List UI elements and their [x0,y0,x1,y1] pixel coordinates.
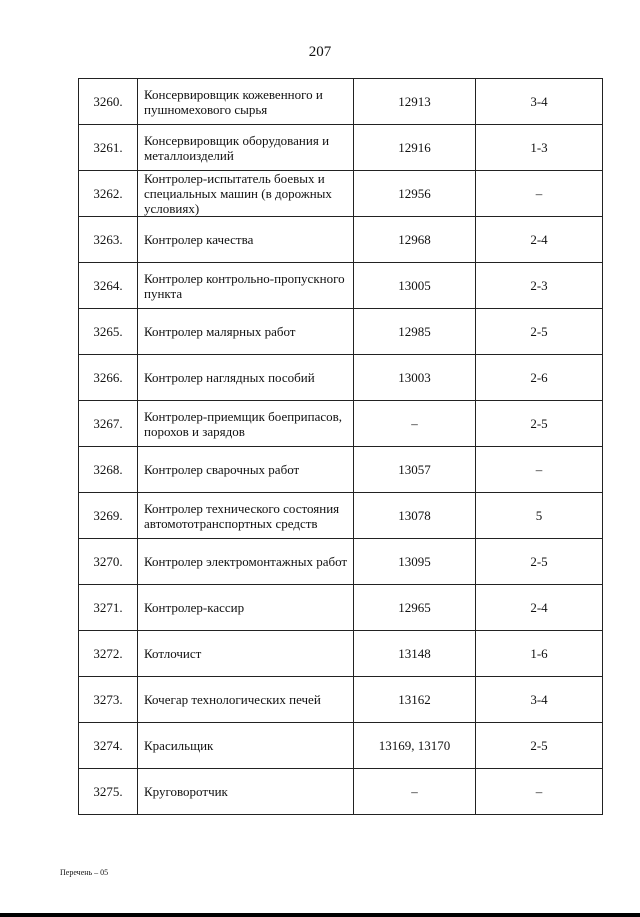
table-row [79,217,603,263]
profession-name: Контролер-кассир [138,585,354,631]
row-number: 3269. [79,493,138,539]
profession-code: 13169, 13170 [354,723,476,769]
table-row [79,539,603,585]
profession-name: Контролер малярных работ [138,309,354,355]
profession-name: Контролер электромонтажных работ [138,539,354,585]
row-number: 3272. [79,631,138,677]
table-row [79,723,603,769]
qualification-range: – [476,171,603,217]
table-row [79,171,603,217]
row-number: 3261. [79,125,138,171]
profession-code: 13078 [354,493,476,539]
row-number: 3264. [79,263,138,309]
profession-table [78,78,603,815]
profession-code: 12956 [354,171,476,217]
profession-name: Котлочист [138,631,354,677]
qualification-range: 2-5 [476,539,603,585]
profession-code: 13162 [354,677,476,723]
table-row [79,263,603,309]
profession-code: 12985 [354,309,476,355]
profession-code: 13003 [354,355,476,401]
profession-code: 13057 [354,447,476,493]
row-number: 3262. [79,171,138,217]
profession-code: 12968 [354,217,476,263]
row-number: 3263. [79,217,138,263]
table-row [79,309,603,355]
qualification-range: 2-4 [476,217,603,263]
page-number: 207 [308,44,332,60]
profession-code: – [354,401,476,447]
table-row [79,677,603,723]
row-number: 3273. [79,677,138,723]
profession-name: Контролер-испытатель боевых и специальных машин (в дорожных условиях) [138,171,354,217]
table-row [79,769,603,815]
qualification-range: – [476,769,603,815]
qualification-range: 3-4 [476,677,603,723]
profession-code: 13095 [354,539,476,585]
profession-code: 12913 [354,79,476,125]
profession-name: Красильщик [138,723,354,769]
table-row [79,585,603,631]
row-number: 3270. [79,539,138,585]
row-number: 3274. [79,723,138,769]
qualification-range: 5 [476,493,603,539]
profession-name: Консервировщик кожевенного и пушномехового сырья [138,79,354,125]
table-row [79,79,603,125]
profession-code: – [354,769,476,815]
row-number: 3268. [79,447,138,493]
table-row [79,493,603,539]
table-body [79,79,603,815]
table-row [79,355,603,401]
qualification-range: 2-4 [476,585,603,631]
qualification-range: 1-6 [476,631,603,677]
scan-bottom-edge [0,913,640,917]
profession-name: Контролер контрольно-пропускного пункта [138,263,354,309]
qualification-range: 2-6 [476,355,603,401]
profession-name: Контролер сварочных работ [138,447,354,493]
qualification-range: 3-4 [476,79,603,125]
profession-name: Контролер-приемщик боеприпасов, порохов и зарядов [138,401,354,447]
profession-name: Консервировщик оборудования и металлоизделий [138,125,354,171]
qualification-range: 2-5 [476,309,603,355]
profession-code: 13148 [354,631,476,677]
row-number: 3260. [79,79,138,125]
footer-label: Перечень – 05 [60,868,109,877]
table-row [79,125,603,171]
row-number: 3275. [79,769,138,815]
row-number: 3267. [79,401,138,447]
profession-code: 12965 [354,585,476,631]
profession-name: Кочегар технологических печей [138,677,354,723]
qualification-range: 2-5 [476,723,603,769]
row-number: 3266. [79,355,138,401]
table-row [79,631,603,677]
profession-name: Контролер качества [138,217,354,263]
table-row [79,401,603,447]
profession-code: 13005 [354,263,476,309]
row-number: 3265. [79,309,138,355]
qualification-range: 1-3 [476,125,603,171]
profession-name: Контролер наглядных пособий [138,355,354,401]
profession-name: Контролер технического состояния автомототранспортных средств [138,493,354,539]
table-row [79,447,603,493]
row-number: 3271. [79,585,138,631]
profession-name: Круговоротчик [138,769,354,815]
profession-code: 12916 [354,125,476,171]
qualification-range: 2-5 [476,401,603,447]
qualification-range: 2-3 [476,263,603,309]
qualification-range: – [476,447,603,493]
